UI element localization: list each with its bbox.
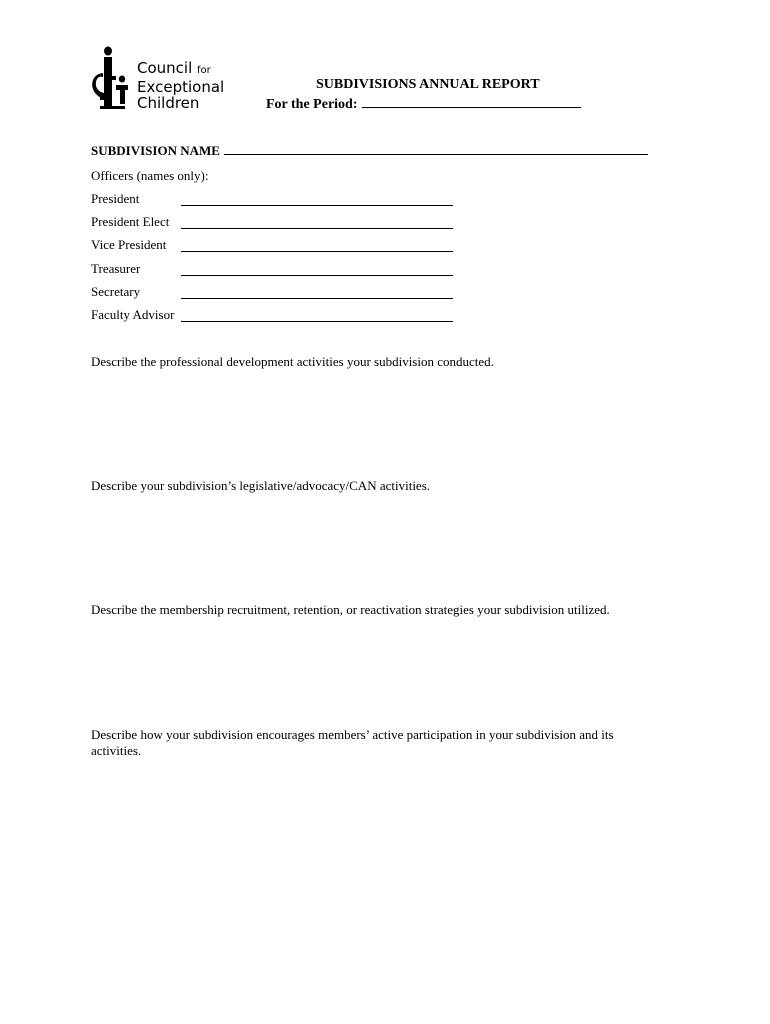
subdivision-name-input-line[interactable] <box>224 142 648 155</box>
question-membership-strategies: Describe the membership recruitment, retention, or reactivation strategies your subdivision utilized. <box>91 602 610 617</box>
officer-label: Vice President <box>91 237 167 252</box>
logo-line-for: for <box>197 65 211 76</box>
officer-row-faculty-advisor <box>91 307 471 325</box>
officer-input-line[interactable] <box>181 321 453 322</box>
cec-logo <box>89 46 239 112</box>
officer-row-secretary <box>91 284 471 302</box>
question-professional-development: Describe the professional development activities your subdivision conducted. <box>91 354 494 369</box>
logo-line-children: Children <box>137 94 200 112</box>
period-input-line[interactable] <box>362 95 581 108</box>
officer-row-treasurer <box>91 261 471 279</box>
period-row <box>266 95 581 113</box>
logo-wordmark <box>137 60 224 111</box>
officer-input-line[interactable] <box>181 205 453 206</box>
officer-label: Faculty Advisor <box>91 307 175 322</box>
officer-label: President Elect <box>91 214 170 229</box>
subdivision-name-label: SUBDIVISION NAME <box>91 143 220 158</box>
question-member-participation: Describe how your subdivision encourages members’ active participation in your subdivision and its activities. <box>91 727 614 758</box>
officer-input-line[interactable] <box>181 275 453 276</box>
officer-row-president <box>91 191 471 209</box>
logo-line-council: Council <box>137 59 193 77</box>
officers-heading: Officers (names only): <box>91 168 209 183</box>
officer-label: President <box>91 191 140 206</box>
cec-figure-logo-icon <box>89 46 137 112</box>
period-label: For the Period: <box>266 97 358 112</box>
officer-row-president-elect <box>91 214 471 232</box>
officer-input-line[interactable] <box>181 251 453 252</box>
officer-label: Treasurer <box>91 261 141 276</box>
officer-label: Secretary <box>91 284 141 299</box>
officer-input-line[interactable] <box>181 298 453 299</box>
officer-input-line[interactable] <box>181 228 453 229</box>
logo-line-exceptional: Exceptional <box>137 78 225 96</box>
report-title: SUBDIVISIONS ANNUAL REPORT <box>316 77 540 92</box>
officer-row-vice-president <box>91 237 471 255</box>
question-legislative-advocacy: Describe your subdivision’s legislative/advocacy/CAN activities. <box>91 478 431 493</box>
subdivision-name-row <box>91 142 648 159</box>
